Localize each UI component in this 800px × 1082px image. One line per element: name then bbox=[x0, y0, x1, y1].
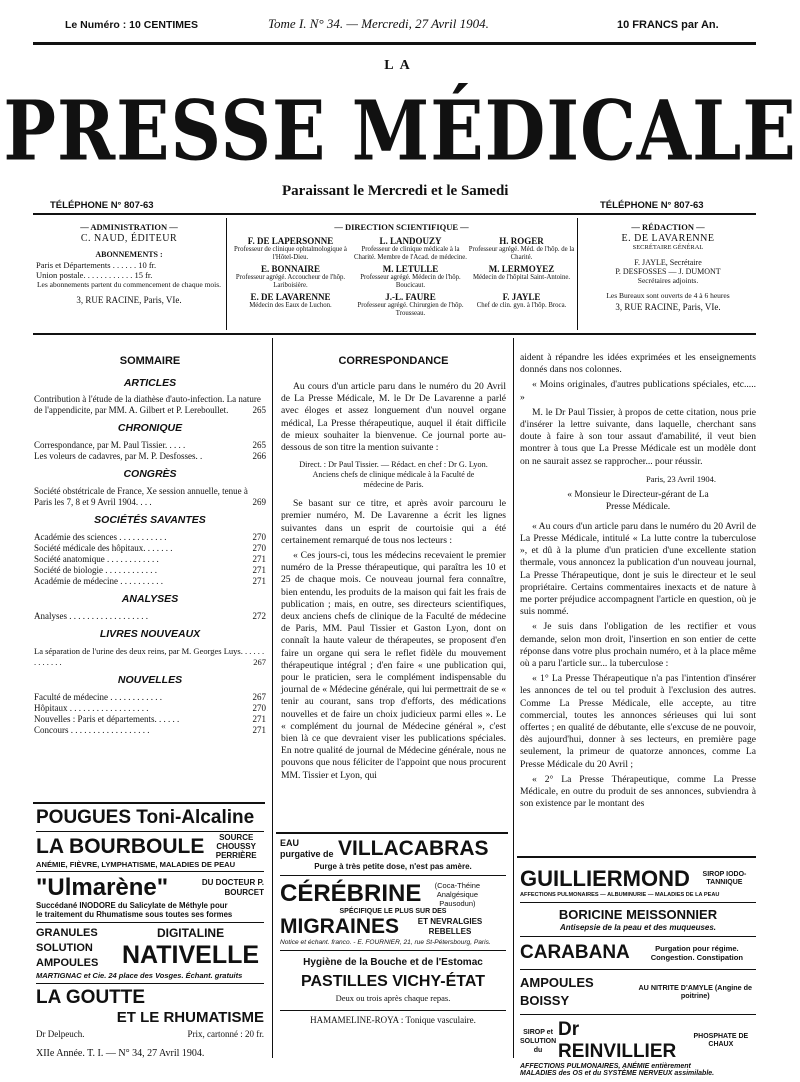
article-title: CORRESPONDANCE bbox=[338, 355, 449, 367]
price-label: Le Numéro : 10 CENTIMES bbox=[65, 19, 199, 31]
subs-paris: Paris et Départements . . . . . . 10 fr. bbox=[36, 260, 157, 270]
member: E. BONNAIRE Professeur agrégé. Accoucheur de l'hôp. Lariboisière. bbox=[235, 264, 346, 289]
letter-column bbox=[520, 352, 756, 814]
ad-hamameline: HAMAMELINE-ROYA : Tonique vasculaire. bbox=[310, 1015, 476, 1025]
column-rule-2 bbox=[513, 338, 514, 1058]
member: M. LERMOYEZ Médecin de l'hôpital Saint-Antoine. bbox=[472, 264, 571, 281]
ads-mid bbox=[280, 836, 506, 1025]
ad-migraines: MIGRAINES bbox=[280, 915, 400, 938]
journal-anciens: Anciens chefs de clinique médicale à la Faculté de médecine de Paris. bbox=[312, 470, 475, 490]
ad-nat-granules: GRANULES bbox=[36, 927, 98, 939]
paragraph: « Au cours d'un article paru dans le numéro du 20 Avril de La Presse Médicale, intitulé « La lutte contre la tuberculose », et dû à la plume d'un praticien d'une excellente station thermale, vous annoncez la publication d'un nouveau journal, La Presse Thérapeutique, dont je suis le directeur et le seul propriétaire. Certains commentaires inexacts et de nature à me porter préjudice accompagnent l'article en question, où je suis nommé. bbox=[520, 520, 756, 618]
toc-heading: CHRONIQUE bbox=[117, 422, 183, 434]
member: F. DE LAPERSONNE Professeur de clinique ophtalmologique à l'Hôtel-Dieu. bbox=[234, 236, 347, 261]
sommaire bbox=[34, 355, 266, 736]
member: J.-L. FAURE Professeur agrégé. Chirurgien de l'hôp. Trousseau. bbox=[357, 292, 464, 317]
ad-guilliermond-sub: AFFECTIONS PULMONAIRES — ALBUMINURIE — MALADIES DE LA PEAU bbox=[520, 892, 720, 898]
ad-bourboule-sub: ANÉMIE, FIÈVRE, LYMPHATISME, MALADIES DE PEAU bbox=[36, 860, 236, 869]
ad-boricine-sub: Antisepsie de la peau et des muqueuses. bbox=[559, 923, 717, 932]
dateline: Paris, 23 Avril 1904. bbox=[646, 473, 716, 484]
ad-villacabras: VILLACABRAS bbox=[338, 837, 489, 860]
ad-reinvillier-sub1: AFFECTIONS PULMONAIRES, ANÉMIE entièrement bbox=[520, 1063, 691, 1070]
toc-item[interactable]: Les voleurs de cadavres, par M. P. Desfosses. . 266 bbox=[34, 451, 266, 461]
ad-cerebrine-spec: SPÉCIFIQUE LE PLUS SUR DES bbox=[339, 908, 447, 915]
toc-item[interactable]: Académie des sciences . . . . . . . . . . . 270 bbox=[34, 532, 266, 542]
member: M. LETULLE Professeur agrégé. Médecin de l'hôp. Boucicaut. bbox=[360, 264, 461, 289]
toc-item[interactable]: Société de biologie . . . . . . . . . . . . 271 bbox=[34, 565, 266, 575]
ad-guilliermond: GUILLIERMOND bbox=[520, 866, 690, 891]
phone-left: TÉLÉPHONE N° 807-63 bbox=[50, 200, 154, 211]
ad-ampoules-boissy: AMPOULES BOISSY bbox=[520, 975, 594, 1008]
toc-item[interactable]: Correspondance, par M. Paul Tissier. . . . . 265 bbox=[34, 440, 266, 450]
ads-left bbox=[36, 806, 264, 1039]
ad-carabana: CARABANA bbox=[520, 942, 630, 963]
ad-reinvillier-sub2: MALADIES des OS et du SYSTÈME NERVEUX assimilable. bbox=[520, 1070, 715, 1077]
ad-ulmarene-doc: DU DOCTEUR P. BOURCET bbox=[201, 877, 264, 897]
ad-bourboule: LA BOURBOULE bbox=[36, 834, 205, 858]
ad-reinvillier: Dr REINVILLIER bbox=[558, 1019, 677, 1062]
ad-boricine: BORICINE MEISSONNIER bbox=[558, 907, 718, 922]
subs-heading: ABONNEMENTS : bbox=[95, 250, 163, 259]
ads-right bbox=[520, 866, 756, 1077]
phone-right: TÉLÉPHONE N° 807-63 bbox=[600, 200, 704, 211]
paragraph: Se basant sur ce titre, et après avoir parcouru le premier numéro, M. De Lavarenne a écrit les lignes suivantes dans un esprit de courtoisie qui a été certainement remarqué de tous nos lecteurs : bbox=[281, 498, 506, 546]
toc-item[interactable]: Contribution à l'étude de la diathèse d'auto-infection. La nature de l'appendicite, par MM. A. Gilbert et P. Lereboullet. 265 bbox=[34, 394, 266, 415]
redaction-secretary: F. JAYLE, Secrétaire bbox=[634, 258, 702, 267]
correspondance-article bbox=[281, 355, 506, 785]
box-divider-left bbox=[226, 218, 227, 330]
ad-nativelle-sub: MARTIGNAC et Cie. 24 place des Vosges. Échant. gratuits bbox=[36, 971, 243, 980]
redaction-block bbox=[580, 222, 756, 312]
ads-mid-rule bbox=[276, 832, 508, 834]
redaction-adjoints: P. DESFOSSES — J. DUMONT bbox=[615, 267, 721, 276]
toc-item[interactable]: Nouvelles : Paris et départements. . . . . . 271 bbox=[34, 714, 266, 724]
toc-item[interactable]: Société médicale des hôpitaux. . . . . . . 270 bbox=[34, 543, 266, 553]
admin-address: 3, RUE RACINE, Paris, VIe. bbox=[76, 295, 182, 305]
masthead-subtitle: Paraissant le Mercredi et le Samedi bbox=[282, 183, 509, 199]
ad-hygiene: Hygiène de la Bouche et de l'Estomac bbox=[303, 957, 483, 968]
toc-item[interactable]: La séparation de l'urine des deux reins, par M. Georges Luys. . . . . . . . . . . . . 267 bbox=[34, 646, 266, 667]
toc-item[interactable]: Hôpitaux . . . . . . . . . . . . . . . . . . 270 bbox=[34, 703, 266, 713]
ad-cerebrine-addr: Notice et échant. franco. - E. FOURNIER, 21, rue St-Pétersbourg, Paris. bbox=[280, 939, 491, 946]
masthead-title: PRESSE MÉDICALE bbox=[3, 81, 797, 180]
member: E. DE LAVARENNE Médecin des Eaux de Luchon. bbox=[249, 292, 332, 309]
direction-heading: — DIRECTION SCIENTIFIQUE — bbox=[334, 222, 469, 232]
paragraph: M. le Dr Paul Tissier, à propos de cette citation, nous prie d'insérer la lettre suivante, dans laquelle, cherchant sans doute à faire à son tour assaut d'amabilité, il veut bien montrer à tous que La Presse Médicale est un modèle dont on ne saurait assez se rapprocher... pour réussir. bbox=[520, 406, 756, 467]
member: L. LANDOUZY Professeur de clinique médicale à la Charité. Membre de l'Acad. de médecine. bbox=[354, 236, 467, 261]
ads-right-rule bbox=[517, 856, 756, 858]
ad-pastilles: PASTILLES VICHY-ÉTAT bbox=[300, 973, 485, 990]
paragraph: Au cours d'un article paru dans le numéro du 20 Avril de La Presse Médicale, M. le Dr De Lavarenne a parlé avec éloges et assez longuement d'un nouvel organe médical, La Presse thérapeutique, auquel il était difficile de mieux souhaiter la bienvenue. Ce journal porte au-dessous de son titre la mention suivante : bbox=[281, 381, 506, 454]
ad-nat-ampoules: AMPOULES bbox=[36, 957, 99, 969]
ad-neuralgies: ET NEVRALGIES REBELLES bbox=[417, 917, 483, 936]
direction-block bbox=[228, 222, 575, 317]
box-divider-right bbox=[577, 218, 578, 330]
ad-pougues: POUGUES Toni-Alcaline bbox=[36, 807, 255, 828]
ad-cerebrine-side: (Coca-Théine Analgésique Pausodun) bbox=[434, 880, 481, 908]
toc-heading: SOCIÉTÉS SAVANTES bbox=[94, 514, 206, 526]
ad-nat-solution: SOLUTION bbox=[36, 942, 93, 954]
redaction-chief: E. DE LAVARENNE bbox=[621, 233, 715, 244]
ad-sirop: SIROP et SOLUTION du bbox=[520, 1028, 557, 1054]
admin-heading: — ADMINISTRATION — bbox=[80, 222, 178, 232]
toc-item[interactable]: Faculté de médecine . . . . . . . . . . . . 267 bbox=[34, 692, 266, 702]
redaction-adjoints-role: Secrétaires adjoints. bbox=[637, 276, 699, 285]
sommaire-title: SOMMAIRE bbox=[119, 355, 181, 367]
toc-item[interactable]: Analyses . . . . . . . . . . . . . . . . . . 272 bbox=[34, 611, 266, 621]
redaction-heading: — RÉDACTION — bbox=[631, 222, 705, 232]
toc-heading: ARTICLES bbox=[123, 377, 177, 389]
ad-guilliermond-side: SIROP IODO-TANNIQUE bbox=[702, 871, 747, 886]
ad-goutte: LA GOUTTE bbox=[36, 987, 146, 1008]
subscription-price: 10 FRANCS par An. bbox=[617, 19, 719, 31]
paragraph: « 1° La Presse Thérapeutique n'a pas l'intention d'insérer les annonces de tel ou tel produit à l'exclusion des autres. Comme La Presse Médicale, elle accepte, au titre commercial, toutes les annonces sérieuses qui lui sont offertes ; en qualité de débutante, elle s'excuse de ne pouvoir, dès aujourd'hui, donner à ses lecteurs, en première page seulement, la primeur de quatorze annonces, comme La Presse Médicale du 20 Avril ; bbox=[520, 673, 756, 770]
ad-bourboule-source: SOURCE CHOUSSY PERRIÈRE bbox=[215, 833, 257, 860]
paragraph: aident à répandre les idées exprimées et les enseignements donnés dans nos colonnes. bbox=[520, 352, 756, 376]
top-rule bbox=[33, 42, 756, 45]
paragraph: « Moins originales, d'autres publications spéciales, etc..... » bbox=[520, 379, 756, 403]
toc-item[interactable]: Académie de médecine . . . . . . . . . . 271 bbox=[34, 576, 266, 586]
toc-item[interactable]: Concours . . . . . . . . . . . . . . . . . . 271 bbox=[34, 725, 266, 735]
redaction-address: 3, RUE RACINE, Paris, VIe. bbox=[615, 302, 721, 312]
redaction-chief-role: SECRÉTAIRE GÉNÉRAL bbox=[632, 244, 704, 251]
ad-digitaline: DIGITALINE bbox=[156, 926, 225, 940]
subs-union: Union postale. . . . . . . . . . . . 15 fr. bbox=[36, 270, 153, 280]
column-rule-1 bbox=[272, 338, 273, 1058]
footer-issue: XIIe Année. T. I. — N° 34, 27 Avril 1904. bbox=[36, 1048, 205, 1059]
ad-nativelle: NATIVELLE bbox=[122, 941, 260, 969]
member: F. JAYLE Chef de clin. gyn. à l'hôp. Broca. bbox=[476, 292, 567, 309]
ad-cerebrine: CÉRÉBRINE bbox=[280, 880, 422, 907]
toc-item[interactable]: Société obstétricale de France, Xe session annuelle, tenue à Paris les 7, 8 et 9 Avril 1904. . . . 269 bbox=[34, 486, 266, 507]
ad-villacabras-sub: Purge à très petite dose, n'est pas amère. bbox=[314, 862, 472, 871]
ad-ampoules-sub: AU NITRITE D'AMYLE (Angine de poitrine) bbox=[638, 983, 752, 1000]
paragraph: « 2° La Presse Thérapeutique, comme La Presse Médicale, en outre du produit de ses annonces, subviendra à son existence par le montant des bbox=[520, 773, 756, 810]
journal-direction: Direct. : Dr Paul Tissier. — Rédact. en chef : Dr G. Lyon. bbox=[299, 460, 488, 470]
administration-block bbox=[36, 222, 222, 305]
ad-reinvillier-side: PHOSPHATE DE CHAUX bbox=[693, 1033, 749, 1048]
admin-editor: C. NAUD, ÉDITEUR bbox=[80, 233, 178, 244]
redaction-hours: Les Bureaux sont ouverts de 4 à 6 heures bbox=[606, 291, 730, 300]
toc-heading: ANALYSES bbox=[121, 593, 179, 605]
box-bottom-rule bbox=[33, 333, 756, 335]
paragraph: « Ces jours-ci, tous les médecins recevaient le premier numéro de la Presse thérapeutique, qui paraîtra les 10 et 25 de chaque mois. Ce nouveau journal fera connaître, bien entendu, les produits de la maison qui fait les frais de publication ; mais, en outre, ses directeurs scientifiques, deux anciens chefs de clinique de la Faculté de médecine de Paris, MM. Paul Tissier et Gaston Lyon, dont on connaît la haute valeur de thérapeutes, se proposent d'en faire un organe qui sera le reflet fidèle du mouvement thérapeutique intégral ; d'en faire « une publication qui, pour le praticien, sera le complément indispensable du journal de « Médecine générale, qui lui permettrait de se « tenir au courant, sans trop d'efforts, des médications nouvelles et de faire un choix judicieux parmi elles ». Le « complément du journal de Médecine général », c'est bien là ce que devraient viser les publications spéciales. En notre qualité de journal de Médecine générale, nous ne pouvons que nous féliciter de l'appoint que nous procurent MM. Tissier et Lyon, qui bbox=[281, 550, 506, 781]
ad-goutte-price: Prix, cartonné : 20 fr. bbox=[187, 1029, 264, 1039]
ad-pastilles-sub: Deux ou trois après chaque repas. bbox=[335, 993, 451, 1003]
ad-ulmarene: "Ulmarène" bbox=[36, 874, 169, 901]
ad-eau: EAU purgative de bbox=[280, 838, 334, 859]
issue-line: Tome I. N° 34. — Mercredi, 27 Avril 1904. bbox=[268, 16, 489, 31]
masthead-la: LA bbox=[384, 58, 416, 73]
toc-item[interactable]: Société anatomique . . . . . . . . . . . . 271 bbox=[34, 554, 266, 564]
ad-goutte-doc: Dr Delpeuch. bbox=[36, 1029, 85, 1039]
ad-rhumatisme: ET LE RHUMATISME bbox=[116, 1009, 264, 1026]
paragraph: « Je suis dans l'obligation de les rectifier et vous demande, selon mon droit, l'insertion en son entier de cette réponse dans votre plus prochain numéro, et à la place même où a paru l'article sur... la tuberculose : bbox=[520, 621, 756, 670]
ad-carabana-sub: Purgation pour régime. Congestion. Constipation bbox=[650, 944, 744, 962]
ad-ulmarene-sub2: le traitement du Rhumatisme sous toutes ses formes bbox=[36, 910, 233, 919]
masthead-rule bbox=[33, 213, 756, 215]
toc-heading: CONGRÈS bbox=[123, 468, 177, 480]
ads-left-rule bbox=[33, 802, 265, 804]
member: H. ROGER Professeur agrégé. Méd. de l'hôp. de la Charité. bbox=[468, 236, 575, 261]
toc-heading: NOUVELLES bbox=[117, 674, 183, 686]
salutation: « Monsieur le Directeur-gérant de La Presse Médicale. bbox=[567, 489, 709, 512]
ad-ulmarene-sub1: Succédané INODORE du Salicylate de Méthyle pour bbox=[36, 901, 228, 910]
toc-heading: LIVRES NOUVEAUX bbox=[99, 628, 201, 640]
subs-note: Les abonnements partent du commencement de chaque mois. bbox=[36, 280, 222, 289]
